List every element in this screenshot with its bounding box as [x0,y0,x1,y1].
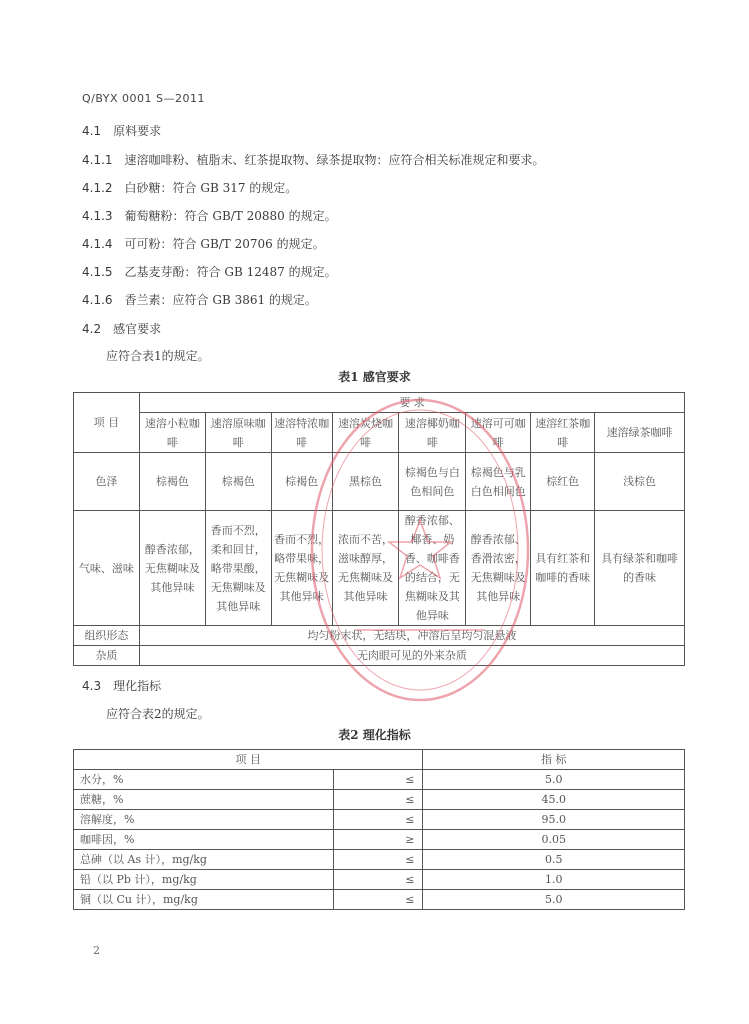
table-row [74,646,685,666]
comparison-symbol: ≤ [333,870,423,890]
clause-4-1-5 [82,263,337,280]
item-value: 5.0 [423,890,685,910]
comparison-symbol: ≤ [333,770,423,790]
table-cell: 香而不烈，柔和回甘，略带果酸，无焦糊味及其他异味 [205,511,271,626]
row-label-impurity: 杂质 [74,646,140,666]
section-number: 4.2 [82,322,102,336]
table1-product: 速溶绿茶咖啡 [595,413,685,453]
table-row [74,770,685,790]
table-cell: 棕红色 [531,453,595,511]
section-title: 原料要求 [113,124,162,138]
table-cell: 棕褐色与白色相间色 [399,453,466,511]
item-name: 水分，% [74,770,334,790]
row-label-color: 色泽 [74,453,140,511]
table-cell: 均匀粉末状，无结块，冲溶后呈均匀混悬液 [139,626,684,646]
item-name: 溶解度，% [74,810,334,830]
table1-product: 速溶红茶咖啡 [531,413,595,453]
clause-text: 速溶咖啡粉、植脂末、红茶提取物、绿茶提取物：应符合相关标准规定和要求。 [124,153,545,167]
table-cell: 浓而不苦，滋味醇厚，无焦糊味及其他异味 [332,511,399,626]
table1-product: 速溶炭烧咖啡 [332,413,399,453]
section-number: 4.3 [82,679,102,693]
section-title: 感官要求 [113,322,162,336]
table-cell: 棕褐色 [139,453,205,511]
table-cell: 棕褐色 [205,453,271,511]
item-name: 总砷（以 As 计），mg/kg [74,850,334,870]
clause-4-1-4 [82,235,325,252]
comparison-symbol: ≤ [333,890,423,910]
section-title: 理化指标 [113,679,162,693]
table-cell: 浅棕色 [595,453,685,511]
clause-number: 4.1.6 [82,293,113,307]
table2-header-index: 指 标 [423,750,685,770]
physicochemical-table [73,749,685,910]
table2-caption: 表2 理化指标 [338,728,411,742]
table-row [74,453,685,511]
table1-header-requirement: 要 求 [139,393,684,413]
doc-code: Q/BYX 0001 S—2011 [82,92,206,105]
clause-text: 香兰素：应符合 GB 3861 的规定。 [124,293,317,307]
table1-header-item: 项 目 [74,393,140,453]
table-cell: 具有红茶和咖啡的香味 [531,511,595,626]
section-4-1 [82,122,161,139]
table-row [74,890,685,910]
item-value: 95.0 [423,810,685,830]
clause-number: 4.1.5 [82,265,113,279]
clause-4-1-6 [82,291,317,308]
item-name: 铅（以 Pb 计），mg/kg [74,870,334,890]
table-cell: 醇香浓郁、香滑浓密，无焦糊味及其他异味 [466,511,531,626]
table-row [74,626,685,646]
table-cell: 香而不烈，略带果味，无焦糊味及其他异味 [271,511,332,626]
item-value: 0.5 [423,850,685,870]
table-cell: 黑棕色 [332,453,399,511]
item-value: 1.0 [423,870,685,890]
table1-caption: 表1 感官要求 [338,370,411,384]
clause-number: 4.1.2 [82,181,113,195]
section-number: 4.1 [82,124,102,138]
table-cell: 醇香浓郁、椰香、奶香、咖啡香的结合，无焦糊味及其他异味 [399,511,466,626]
item-value: 45.0 [423,790,685,810]
sensory-requirements-table [73,392,685,666]
table-cell: 棕褐色与乳白色相间色 [466,453,531,511]
comparison-symbol: ≤ [333,850,423,870]
item-name: 蔗糖，% [74,790,334,810]
table-cell: 棕褐色 [271,453,332,511]
item-value: 0.05 [423,830,685,850]
table-cell: 醇香浓郁，无焦糊味及其他异味 [139,511,205,626]
section-4-3 [82,677,161,694]
clause-text: 葡萄糖粉：符合 GB/T 20880 的规定。 [124,209,337,223]
table-row [74,810,685,830]
table1-product: 速溶特浓咖啡 [271,413,332,453]
clause-text: 白砂糖：符合 GB 317 的规定。 [124,181,298,195]
table-row [74,790,685,810]
table-cell: 具有绿茶和咖啡的香味 [595,511,685,626]
table-row [74,850,685,870]
item-name: 咖啡因，% [74,830,334,850]
table-row [74,511,685,626]
table1-product: 速溶可可咖啡 [466,413,531,453]
clause-number: 4.1.3 [82,209,113,223]
clause-4-1-3 [82,207,337,224]
section-4-2 [82,320,161,337]
comparison-symbol: ≤ [333,810,423,830]
row-label-smell: 气味、滋味 [74,511,140,626]
section-4-2-text: 应符合表1的规定。 [106,349,210,363]
clause-number: 4.1.4 [82,237,113,251]
comparison-symbol: ≥ [333,830,423,850]
comparison-symbol: ≤ [333,790,423,810]
table-cell: 无肉眼可见的外来杂质 [139,646,684,666]
table-row [74,830,685,850]
table1-product: 速溶小粒咖啡 [139,413,205,453]
table1-product: 速溶原味咖啡 [205,413,271,453]
item-value: 5.0 [423,770,685,790]
clause-text: 可可粉：符合 GB/T 20706 的规定。 [124,237,325,251]
item-name: 铜（以 Cu 计），mg/kg [74,890,334,910]
clause-4-1-2 [82,179,297,196]
clause-4-1-1 [82,151,545,168]
page-number: 2 [93,944,100,957]
table2-header-item: 项 目 [74,750,423,770]
clause-text: 乙基麦芽酚：符合 GB 12487 的规定。 [124,265,337,279]
section-4-3-text: 应符合表2的规定。 [106,707,210,721]
table-row [74,870,685,890]
table1-product: 速溶椰奶咖啡 [399,413,466,453]
clause-number: 4.1.1 [82,153,113,167]
row-label-texture: 组织形态 [74,626,140,646]
